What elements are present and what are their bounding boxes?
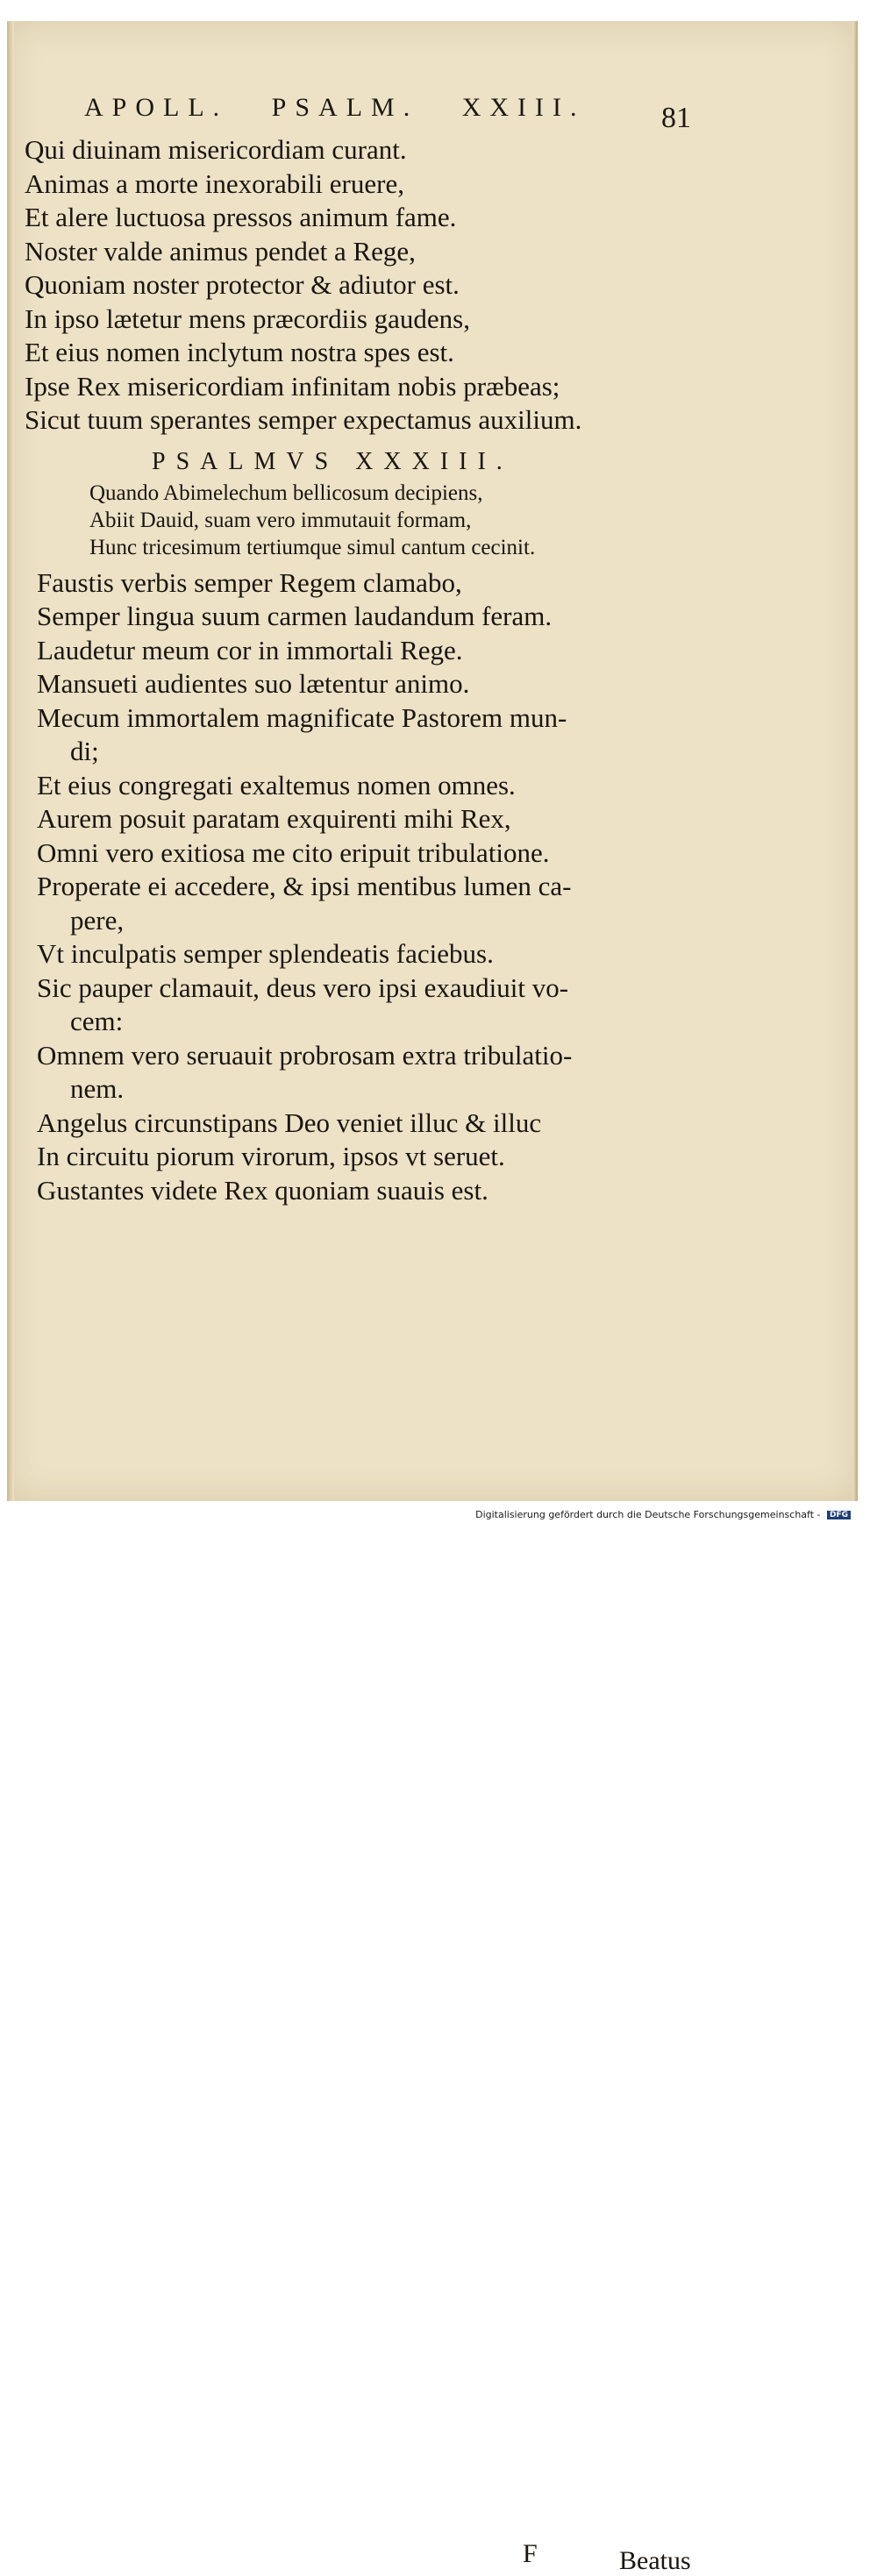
verse-line: Aurem posuit paratam exquirenti mihi Rex, [37, 803, 511, 834]
folio-number: 81 [661, 102, 691, 134]
running-head-psalm-word: PSALM. [271, 93, 419, 122]
running-head-author: APOLL. [84, 93, 229, 122]
verse-line: Faustis verbis semper Regem clamabo, [37, 566, 462, 598]
digitization-credit-text: Digitalisierung gefördert durch die Deutsche Forschungsgemeinschaft - [475, 1509, 821, 1520]
running-head [84, 93, 698, 123]
argument-line: Abiit Dauid, suam vero immutauit formam, [89, 508, 472, 532]
verse-line: Sic pauper clamauit, deus vero ipsi exaudiuit vo- [37, 971, 569, 1003]
signature-mark: F [523, 2539, 538, 2568]
verse-line: Et eius nomen inclytum nostra spes est. [25, 337, 454, 367]
verse-continuation-line: di; [70, 736, 99, 766]
verse-line: Mecum immortalem magnificate Pastorem mun- [37, 701, 567, 733]
verse-continuation-line: pere, [70, 904, 125, 936]
digitization-footer [0, 1503, 877, 1526]
verse-line: Animas a morte inexorabili eruere, [25, 167, 404, 199]
verse-line: Angelus circunstipans Deo veniet illuc & illuc [37, 1107, 542, 1138]
verse-line: In ipso lætetur mens præcordiis gaudens, [25, 302, 470, 334]
verse-line: Semper lingua suum carmen laudandum feram. [37, 601, 553, 631]
psalm-heading: PSALMVS XXXIII. [152, 447, 513, 475]
psalm-argument [25, 480, 709, 561]
verse-continuation-line: nem. [70, 1073, 125, 1104]
verse-line: In circuitu piorum virorum, ipsos vt seruet. [37, 1141, 505, 1171]
running-head-psalm-number: XXIII. [461, 93, 586, 122]
digitization-credit [475, 1509, 851, 1520]
verse-line: Et eius congregati exaltemus nomen omnes. [37, 769, 516, 801]
argument-line: Hunc tricesimum tertiumque simul cantum cecinit. [89, 535, 536, 559]
text-block [25, 133, 709, 1207]
verse-line: Sicut tuum sperantes semper expectamus auxilium. [25, 404, 582, 435]
verse-line: Ipse Rex misericordiam infinitam nobis præbeas; [25, 370, 560, 402]
psalm-verses [25, 566, 709, 1208]
page-edge-shadow [852, 21, 858, 1501]
verse-continuation-line: cem: [70, 1006, 124, 1036]
verse-line: Omnem vero seruauit probrosam extra tribulatio- [37, 1039, 573, 1071]
verse-line: Mansueti audientes suo lætentur animo. [37, 668, 470, 699]
dfg-logo-icon: DFG [827, 1511, 851, 1519]
verse-line: Laudetur meum cor in immortali Rege. [37, 634, 463, 665]
verse-line: Properate ei accedere, & ipsi mentibus lumen ca- [37, 871, 572, 901]
verse-line: Gustantes videte Rex quoniam suauis est. [37, 1174, 488, 1206]
page-gutter-shadow [7, 21, 14, 1501]
verse-line: Omni vero exitiosa me cito eripuit tribulatione. [37, 836, 550, 868]
verse-line: Quoniam noster protector & adiutor est. [25, 269, 460, 300]
verse-line: Vt inculpatis semper splendeatis faciebus. [37, 938, 494, 969]
preceding-psalm-verses [25, 133, 709, 438]
verse-line: Qui diuinam misericordiam curant. [25, 134, 407, 165]
catchword: Beatus [619, 2546, 691, 2575]
argument-line: Quando Abimelechum bellicosum decipiens, [89, 480, 483, 505]
verse-line: Noster valde animus pendet a Rege, [25, 235, 416, 267]
verse-line: Et alere luctuosa pressos animum fame. [25, 202, 457, 232]
